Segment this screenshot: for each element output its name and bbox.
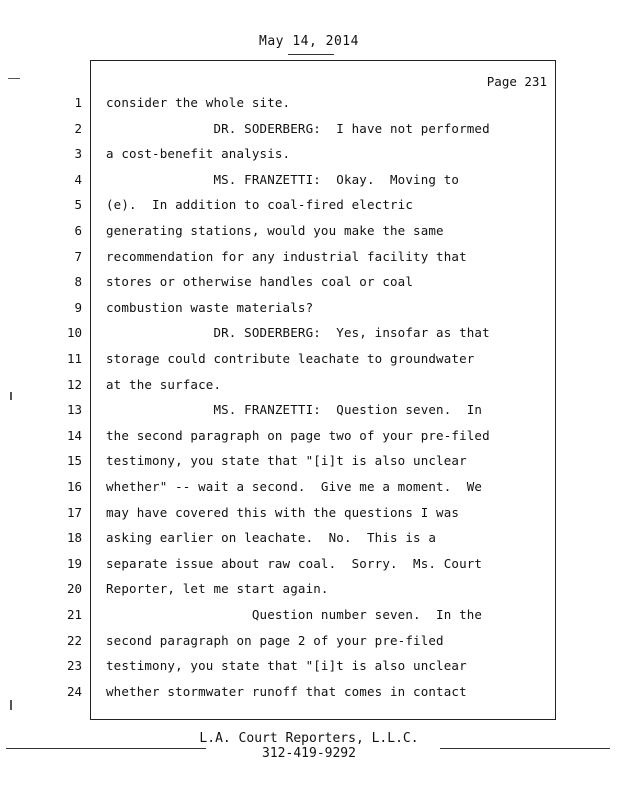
- line-number: 21: [66, 607, 82, 622]
- page-number: Page 231: [486, 74, 547, 89]
- transcript-line-text: whether stormwater runoff that comes in contact: [106, 684, 467, 699]
- transcript-line-text: whether" -- wait a second. Give me a moment. We: [106, 479, 483, 494]
- scan-speck: [10, 700, 12, 710]
- transcript-line-text: generating stations, would you make the same: [106, 223, 444, 238]
- transcript-line-text: testimony, you state that "[i]t is also unclear: [106, 453, 467, 468]
- scan-speck: [10, 392, 12, 400]
- scan-speck: [8, 78, 20, 79]
- transcript-line-text: MS. FRANZETTI: Okay. Moving to: [106, 172, 460, 187]
- transcript-line-text: testimony, you state that "[i]t is also unclear: [106, 658, 467, 673]
- line-number: 8: [74, 274, 82, 289]
- line-number: 7: [74, 249, 82, 264]
- line-number: 20: [66, 581, 82, 596]
- transcript-line-text: at the surface.: [106, 377, 222, 392]
- line-number: 9: [74, 300, 82, 315]
- line-number: 3: [74, 146, 82, 161]
- line-number: 12: [66, 377, 82, 392]
- line-number: 19: [66, 556, 82, 571]
- transcript-line-text: the second paragraph on page two of your pre-filed: [106, 428, 490, 443]
- line-number: 17: [66, 505, 82, 520]
- transcript-line-text: MS. FRANZETTI: Question seven. In: [106, 402, 483, 417]
- transcript-line-text: a cost-benefit analysis.: [106, 146, 291, 161]
- transcript-line-text: second paragraph on page 2 of your pre-filed: [106, 633, 444, 648]
- line-number: 18: [66, 530, 82, 545]
- line-number: 1: [74, 95, 82, 110]
- line-number: 15: [66, 453, 82, 468]
- transcript-line-text: (e). In addition to coal-fired electric: [106, 197, 414, 212]
- line-number: 24: [66, 684, 82, 699]
- line-number: 14: [66, 428, 82, 443]
- line-number: 6: [74, 223, 82, 238]
- line-number: 13: [66, 402, 82, 417]
- transcript-line-text: combustion waste materials?: [106, 300, 314, 315]
- transcript-line-text: separate issue about raw coal. Sorry. Ms. Court: [106, 556, 483, 571]
- line-number: 4: [74, 172, 82, 187]
- line-number: 10: [66, 325, 82, 340]
- transcript-line-text: consider the whole site.: [106, 95, 291, 110]
- transcript-line-text: may have covered this with the questions I was: [106, 505, 460, 520]
- transcript-line-text: Reporter, let me start again.: [106, 581, 329, 596]
- line-number: 16: [66, 479, 82, 494]
- transcript-line-text: Question number seven. In the: [106, 607, 483, 622]
- transcript-line-text: DR. SODERBERG: I have not performed: [106, 121, 490, 136]
- footer-company: L.A. Court Reporters, L.L.C.: [199, 731, 419, 746]
- transcript-line-text: DR. SODERBERG: Yes, insofar as that: [106, 325, 490, 340]
- line-number: 23: [66, 658, 82, 673]
- transcript-line-text: recommendation for any industrial facility that: [106, 249, 467, 264]
- footer-phone: 312-419-9292: [262, 746, 356, 761]
- line-number: 5: [74, 197, 82, 212]
- line-number: 22: [66, 633, 82, 648]
- line-number: 11: [66, 351, 82, 366]
- header-rule: [288, 54, 334, 55]
- line-number: 2: [74, 121, 82, 136]
- transcript-line-text: asking earlier on leachate. No. This is a: [106, 530, 437, 545]
- transcript-line-text: storage could contribute leachate to groundwater: [106, 351, 475, 366]
- transcript-line-text: stores or otherwise handles coal or coal: [106, 274, 414, 289]
- header-date: May 14, 2014: [259, 34, 359, 49]
